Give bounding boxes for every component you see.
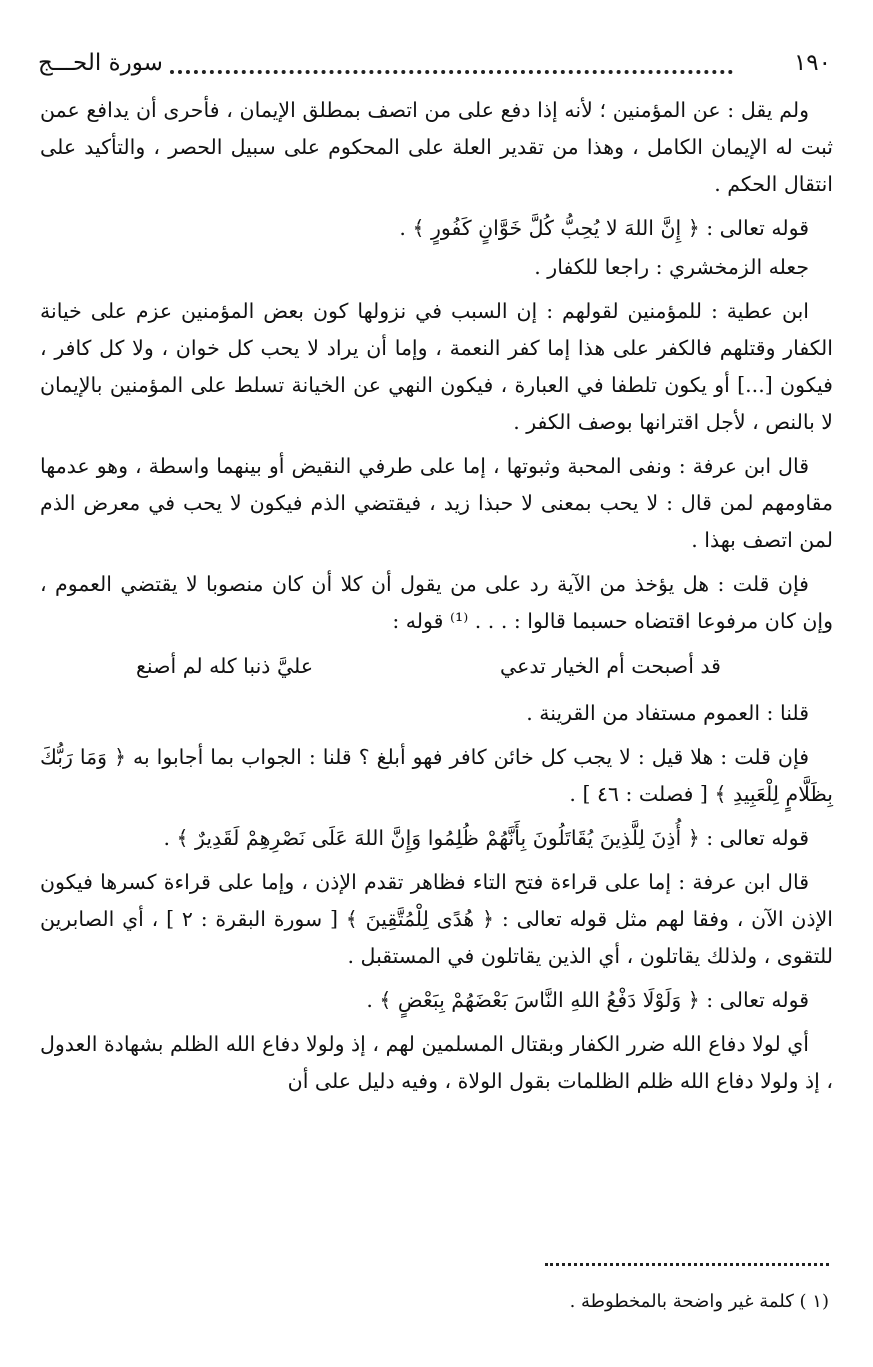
paragraph: ولم يقل : عن المؤمنين ؛ لأنه إذا دفع على من اتصف بمطلق الإيمان ، فأحرى أن يدافع عمن ثبت له الإيمان الكامل ، وهذا من تقدير العلة على المحكوم على سبيل الحصر ، والتأكيد على انتقال الحكم .	[40, 98, 833, 196]
paragraph: جعله الزمخشري : راجعا للكفار .	[534, 255, 809, 279]
paragraph: قلنا : العموم مستفاد من القرينة .	[526, 701, 809, 725]
paragraph: قال ابن عرفة : ونفى المحبة وثبوتها ، إما على طرفي النقيض أو بينهما واسطة ، وهو عدمها مقاومهم لمن قال : لا يحب بمعنى لا حبذا زيد ، فيقتضي الذم فيكون لا يحب في معرض الذم لمن اتصف بهذا .	[40, 454, 833, 552]
page-number: ١٩٠	[793, 50, 831, 76]
paragraph: قال ابن عرفة : إما على قراءة فتح التاء فظاهر تقدم الإذن ، وإما على قراءة كسرها فيكون الإذن الآن ، وفقا لهم مثل قوله تعالى : ﴿ هُدًى لِلْمُتَّقِينَ ﴾ [ سورة البقرة : ٢ ] ، أي الصابرين للتقوى ، ولذلك يقاتلون ، أي الذين يقاتلون في المستقبل .	[40, 870, 833, 968]
verse-citation: قوله تعالى : ﴿ وَلَوْلَا دَفْعُ اللهِ النَّاسَ بَعْضَهُمْ بِبَعْضٍ ﴾ .	[366, 988, 809, 1012]
footnote: (١ ) كلمة غير واضحة بالمخطوطة .	[569, 1291, 829, 1312]
paragraph: فإن قلت : هلا قيل : لا يجب كل خائن كافر فهو أبلغ ؟ قلنا : الجواب بما أجابوا به ﴿ وَمَا رَبُّكَ بِظَلَّامٍ لِلْعَبِيدِ ﴾ [ فصلت : ٤٦ ] .	[40, 745, 833, 806]
page-body	[40, 92, 833, 1232]
verse-citation: قوله تعالى : ﴿ إِنَّ اللهَ لا يُحِبُّ كُلَّ خَوَّانٍ كَفُورٍ ﴾ .	[399, 216, 809, 240]
header-dotted-leader	[170, 70, 733, 74]
footnote-separator	[545, 1263, 829, 1266]
paragraph: فإن قلت : هل يؤخذ من الآية رد على من يقول أن كلا أن كان منصوبا لا يقتضي العموم ، وإن كان مرفوعا اقتضاه حسبما قالوا : . . . ⁽¹⁾ قوله :	[40, 572, 833, 633]
paragraph: أي لولا دفاع الله ضرر الكفار وبقتال المسلمين لهم ، إذ ولولا دفاع الله الظلم بشهادة العدول ، إذ ولولا دفاع الله ظلم الظلمات بقول الولاة ، وفيه دليل على أن	[40, 1032, 833, 1093]
poetry-verse	[40, 648, 833, 685]
sura-title: سورة الحـــج	[38, 50, 163, 76]
paragraph: ابن عطية : للمؤمنين لقولهم : إن السبب في نزولها كون بعض المؤمنين عزم على خيانة الكفار وقتلهم فالكفر على هذا إما كفر النعمة ، وإما أن يراد لا يحب كل خوان ، ولا كل كافر ، فيكون [...] أو يكون تلطفا في العبارة ، فيكون النهي عن الخيانة تسلط على المؤمنين بالإيمان لا بالنص ، لأجل اقترانها بوصف الكفر .	[40, 299, 833, 434]
verse-citation: قوله تعالى : ﴿ أُذِنَ لِلَّذِينَ يُقَاتَلُونَ بِأَنَّهُمْ ظُلِمُوا وَإِنَّ اللهَ عَلَى نَصْرِهِمْ لَقَدِيرٌ ﴾ .	[163, 826, 809, 850]
running-header	[30, 50, 833, 84]
poem-second-hemistich: عليَّ ذنبا كله لم أصنع	[136, 654, 314, 678]
poem-first-hemistich: قد أصبحت أم الخيار تدعي	[500, 654, 721, 678]
